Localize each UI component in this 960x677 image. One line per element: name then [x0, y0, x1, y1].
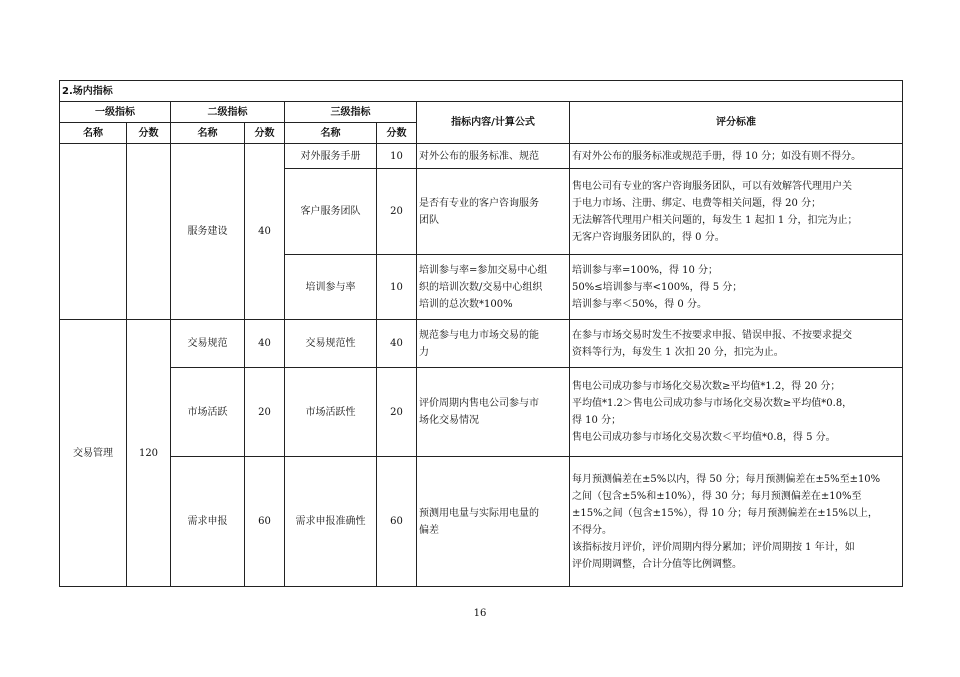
header-l2-score: 分数	[245, 123, 285, 144]
l1-score-cell	[127, 144, 171, 320]
criteria-line: 在参与市场交易时发生不按要求申报、错误申报、不按要求提交	[572, 329, 852, 341]
content-cell	[417, 320, 570, 368]
table-row	[60, 320, 903, 368]
header-level1: 一级指标	[60, 102, 171, 123]
l3-name-cell: 对外服务手册	[285, 144, 377, 169]
header-level2: 二级指标	[171, 102, 285, 123]
table-row	[60, 368, 903, 457]
l2-name-cell: 服务建设	[171, 144, 245, 320]
l2-score-cell: 40	[245, 144, 285, 320]
criteria-line: 无法解答代理用户相关问题的，每发生 1 起扣 1 分，扣完为止；	[572, 214, 858, 226]
criteria-line: 培训参与率＜50%，得 0 分。	[572, 298, 707, 310]
l3-score-cell: 10	[377, 144, 417, 169]
table-row	[60, 144, 903, 169]
criteria-line: 得 10 分；	[572, 415, 622, 426]
criteria-line: 该指标按月评价，评价周期内得分累加；评价周期按 1 年计，如	[572, 541, 855, 553]
criteria-line: 培训参与率=100%，得 10 分；	[572, 264, 719, 276]
criteria-cell	[570, 169, 903, 255]
criteria-cell	[570, 144, 903, 169]
content-line: 培训的总次数*100%	[419, 298, 513, 310]
criteria-line: 平均值*1.2＞售电公司成功参与市场化交易次数≥平均值*0.8，	[572, 398, 853, 409]
criteria-line: 50%≤培训参与率<100%，得 5 分；	[572, 281, 743, 293]
l3-name-cell: 客户服务团队	[285, 169, 377, 255]
content-line: 评价周期内售电公司参与市	[419, 398, 539, 409]
content-line: 场化交易情况	[419, 415, 479, 426]
content-line: 培训参与率=参加交易中心组	[419, 264, 548, 276]
l3-score-cell: 60	[377, 457, 417, 587]
criteria-cell	[570, 255, 903, 320]
content-line: 织的培训次数/交易中心组织	[419, 281, 543, 293]
l3-name-cell: 培训参与率	[285, 255, 377, 320]
content-cell	[417, 144, 570, 169]
content-line: 是否有专业的客户咨询服务	[419, 197, 539, 209]
header-l3-score: 分数	[377, 123, 417, 144]
l3-score-cell: 10	[377, 255, 417, 320]
header-l1-name: 名称	[60, 123, 127, 144]
criteria-line: 于电力市场、注册、绑定、电费等相关问题，得 20 分；	[572, 197, 822, 209]
header-l3-name: 名称	[285, 123, 377, 144]
criteria-cell	[570, 320, 903, 368]
criteria-line: 资料等行为，每发生 1 次扣 20 分，扣完为止。	[572, 346, 784, 358]
criteria-line: 之间（包含±5%和±10%），得 30 分；每月预测偏差在±10%至	[572, 490, 862, 502]
content-line: 团队	[419, 214, 439, 226]
criteria-line: ±15%之间（包含±15%），得 10 分；每月预测偏差在±15%以上，	[572, 507, 878, 519]
page-number: 16	[473, 608, 487, 619]
l2-score-cell: 60	[245, 457, 285, 587]
l3-score-cell: 20	[377, 368, 417, 457]
l2-name-cell: 交易规范	[171, 320, 245, 368]
l2-name-cell: 市场活跃	[171, 368, 245, 457]
content-cell	[417, 169, 570, 255]
header-level3: 三级指标	[285, 102, 417, 123]
content-line: 预测用电量与实际用电量的	[419, 507, 539, 519]
header-content: 指标内容/计算公式	[417, 102, 570, 144]
l3-name-cell: 市场活跃性	[285, 368, 377, 457]
section-title: 2.场内指标	[60, 81, 903, 102]
header-l1-score: 分数	[127, 123, 171, 144]
content-cell	[417, 368, 570, 457]
criteria-line: 无客户咨询服务团队的，得 0 分。	[572, 231, 725, 243]
l2-name-cell: 需求申报	[171, 457, 245, 587]
criteria-cell	[570, 368, 903, 457]
l3-score-cell: 20	[377, 169, 417, 255]
l3-name-cell: 需求申报准确性	[285, 457, 377, 587]
criteria-cell	[570, 457, 903, 587]
content-line: 力	[419, 346, 429, 358]
criteria-line: 售电公司有专业的客户咨询服务团队，可以有效解答代理用户关	[572, 180, 852, 192]
l2-score-cell: 40	[245, 320, 285, 368]
criteria-line: 评价周期调整，合计分值等比例调整。	[572, 558, 742, 570]
table-row	[60, 457, 903, 587]
criteria-line: 有对外公布的服务标准或规范手册，得 10 分；如没有则不得分。	[572, 150, 862, 162]
l3-name-cell: 交易规范性	[285, 320, 377, 368]
criteria-line: 售电公司成功参与市场化交易次数≥平均值*1.2，得 20 分；	[572, 381, 841, 392]
content-cell	[417, 457, 570, 587]
l2-score-cell: 20	[245, 368, 285, 457]
indicator-table	[59, 80, 903, 587]
content-cell	[417, 255, 570, 320]
l3-score-cell: 40	[377, 320, 417, 368]
content-line: 对外公布的服务标准、规范	[419, 150, 539, 162]
content-line: 规范参与电力市场交易的能	[419, 329, 539, 341]
header-criteria: 评分标准	[570, 102, 903, 144]
l1-score-cell: 120	[127, 320, 171, 587]
content-line: 偏差	[419, 524, 439, 536]
header-l2-name: 名称	[171, 123, 245, 144]
criteria-line: 不得分。	[572, 524, 612, 536]
criteria-line: 每月预测偏差在±5%以内，得 50 分；每月预测偏差在±5%至±10%	[572, 473, 881, 485]
l1-name-cell: 交易管理	[60, 320, 127, 587]
criteria-line: 售电公司成功参与市场化交易次数＜平均值*0.8，得 5 分。	[572, 432, 836, 443]
l1-name-cell	[60, 144, 127, 320]
